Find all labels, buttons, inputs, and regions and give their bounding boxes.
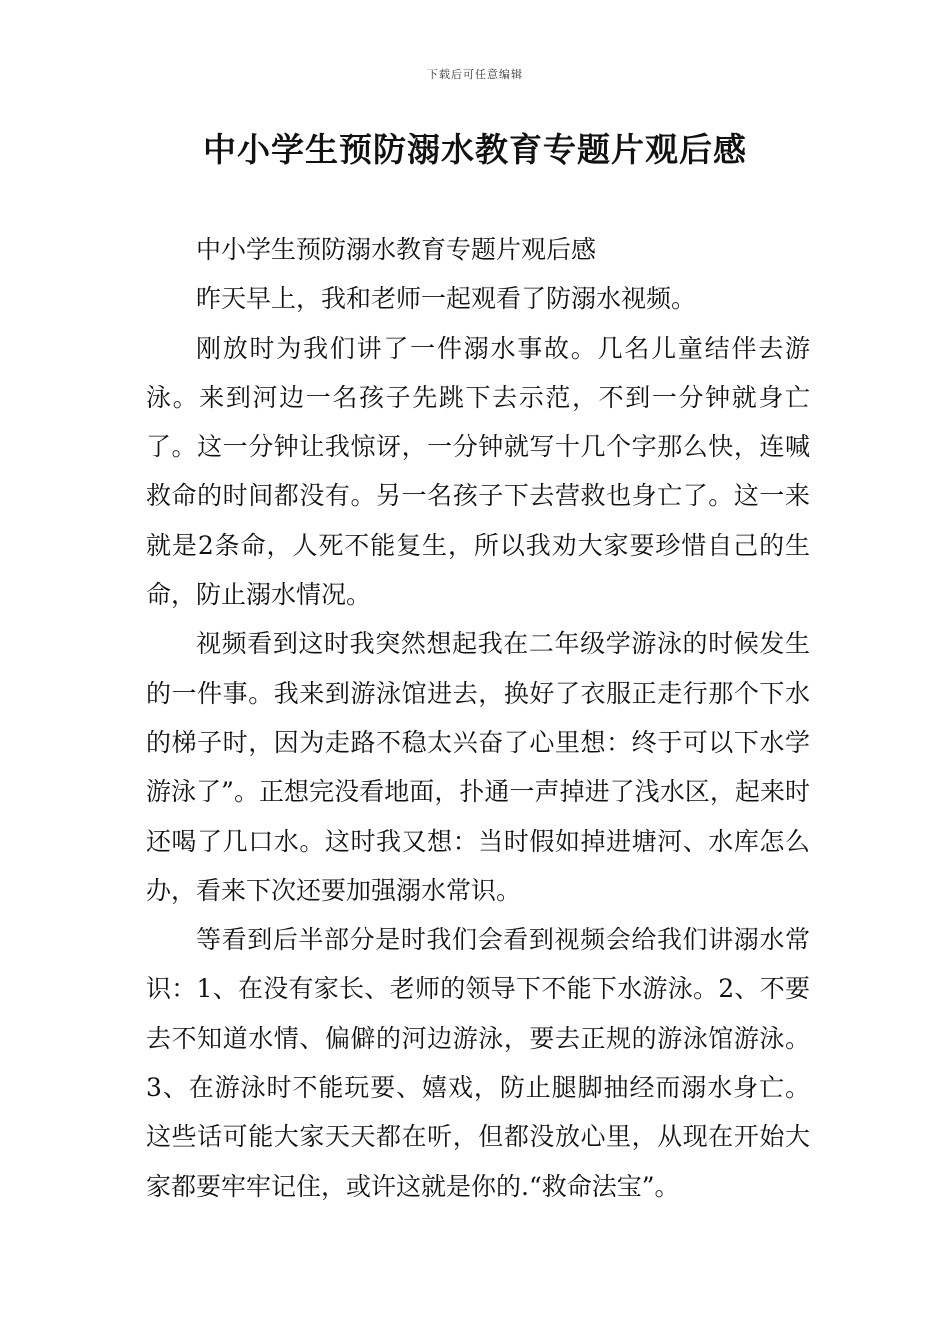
header-note: 下载后可任意编辑 [427,68,523,81]
paragraph-3: 视频看到这时我突然想起我在二年级学游泳的时候发生的一件事。我来到游泳馆进去，换好了衣服正走行那个下水的梯子时，因为走路不稳太兴奋了心里想：终于可以下水学游泳了”。正想完没看地面，扑通一声掉进了浅水区，起来时还喝了几口水。这时我又想：当时假如掉进塘河、水库怎么办，看来下次还要加强溺水常识。 [146,629,810,905]
paragraph-subtitle: 中小学生预防溺水教育专题片观后感 [196,235,597,264]
paragraph-2: 刚放时为我们讲了一件溺水事故。几名儿童结伴去游泳。来到河边一名孩子先跳下去示范，不到一分钟就身亡了。这一分钟让我惊讶，一分钟就写十几个字那么快，连喊救命的时间都没有。另一名孩子下去营救也身亡了。这一来就是2条命，人死不能复生，所以我劝大家要珍惜自己的生命，防止溺水情况。 [146,333,810,610]
paragraph-4: 等看到后半部分是时我们会看到视频会给我们讲溺水常识：1、在没有家长、老师的领导下不能下水游泳。2、不要去不知道水情、偏僻的河边游泳，要去正规的游泳馆游泳。3、在游泳时不能玩要、嬉戏，防止腿脚抽经而溺水身亡。这些话可能大家天天都在听，但都没放心里，从现在开始大家都要牢牢记住，或许这就是你的.“救命法宝”。 [146,925,810,1201]
document-body [146,225,810,1211]
paragraph-1: 昨天早上，我和老师一起观看了防溺水视频。 [196,284,697,314]
document-title: 中小学生预防溺水教育专题片观后感 [203,130,747,169]
